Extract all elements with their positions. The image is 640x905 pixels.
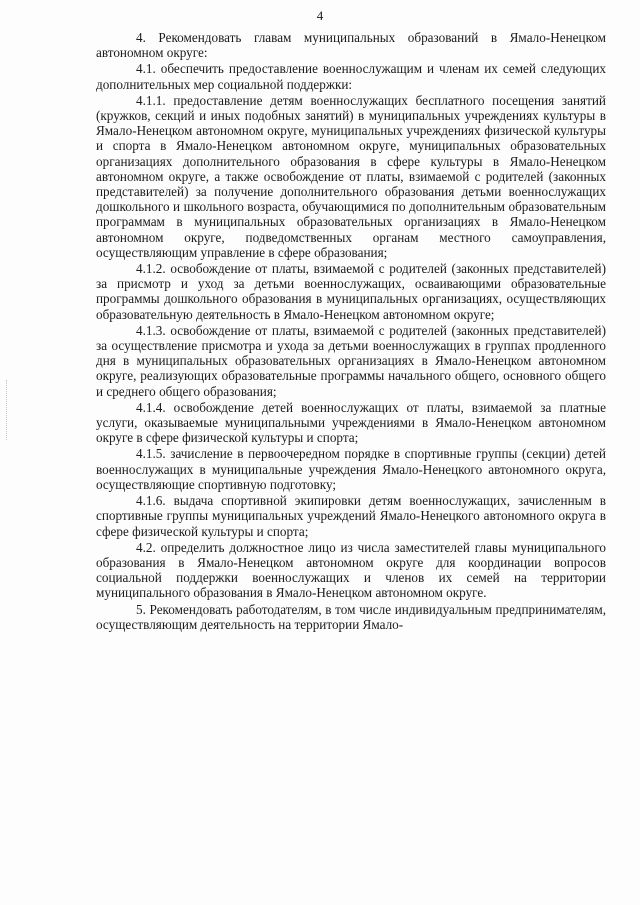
document-body (96, 30, 606, 633)
page-number: 4 (316, 8, 324, 23)
paragraph-4-1-5: 4.1.5. зачисление в первоочередном порядке в спортивные группы (секции) детей военнослужащих в муниципальные учреждения Ямало-Ненецкого автономного округа, осуществляющие спортивную подготовку; (96, 446, 606, 492)
paragraph-4-1-4: 4.1.4. освобождение детей военнослужащих от платы, взимаемой за платные услуги, оказываемые муниципальными учреждениями в Ямало-Ненецком автономном округе в сфере физической культуры и спорта; (96, 399, 606, 446)
paragraph-5: 5. Рекомендовать работодателям, в том числе индивидуальным предпринимателям, осуществляющим деятельность на территории Ямало- (96, 601, 606, 632)
paragraph-4-1-6: 4.1.6. выдача спортивной экипировки детям военнослужащих, зачисленным в спортивные группы муниципальных учреждений Ямало-Ненецкого автономного округа в сфере физической культуры и спорта; (96, 493, 606, 539)
paragraph-4: 4. Рекомендовать главам муниципальных образований в Ямало-Ненецком автономном округе: (96, 30, 606, 61)
paragraph-4-2: 4.2. определить должностное лицо из числа заместителей главы муниципального образования в Ямало-Ненецком автономном округе для координации вопросов социальной поддержки военнослужащих и членов их семей на территории муниципального образования в Ямало-Ненецком автономном округе. (96, 539, 606, 601)
paragraph-4-1: 4.1. обеспечить предоставление военнослужащим и членам их семей следующих дополнительных мер социальной поддержки: (96, 61, 606, 92)
paragraph-4-1-1: 4.1.1. предоставление детям военнослужащих бесплатного посещения занятий (кружков, секций и иных подобных занятий) в муниципальных учреждениях культуры в Ямало-Ненецком автономном округе, муниципальных учреждениях физической культуры и спорта в Ямало-Ненецком автономном округе, муниципальных образовательных организациях дополнительного образования в сфере культуры в Ямало-Ненецком автономном округе, а также освобождение от платы, взимаемой с родителей (законных представителей) за получение дополнительного образования детьми военнослужащих дошкольного и школьного возраста, обучающимися по дополнительным образовательным программам в муниципальных образовательных организациях в Ямало-Ненецком автономном округе, подведомственных органам местного самоуправления, осуществляющим управление в сфере образования; (96, 92, 606, 260)
paragraph-4-1-2: 4.1.2. освобождение от платы, взимаемой с родителей (законных представителей) за присмотр и уход за детьми военнослужащих, осваивающими образовательные программы дошкольного образования в муниципальных организациях, осуществляющих образовательную деятельность в Ямало-Ненецком автономном округе; (96, 261, 606, 322)
scan-margin-mark (6, 380, 10, 440)
paragraph-4-1-3: 4.1.3. освобождение от платы, взимаемой с родителей (законных представителей) за осуществление присмотра и ухода за детьми военнослужащих в группах продленного дня в муниципальных образовательных организациях в Ямало-Ненецком автономном округе, реализующих образовательные программы начального общего, основного общего и среднего общего образования; (96, 322, 606, 399)
